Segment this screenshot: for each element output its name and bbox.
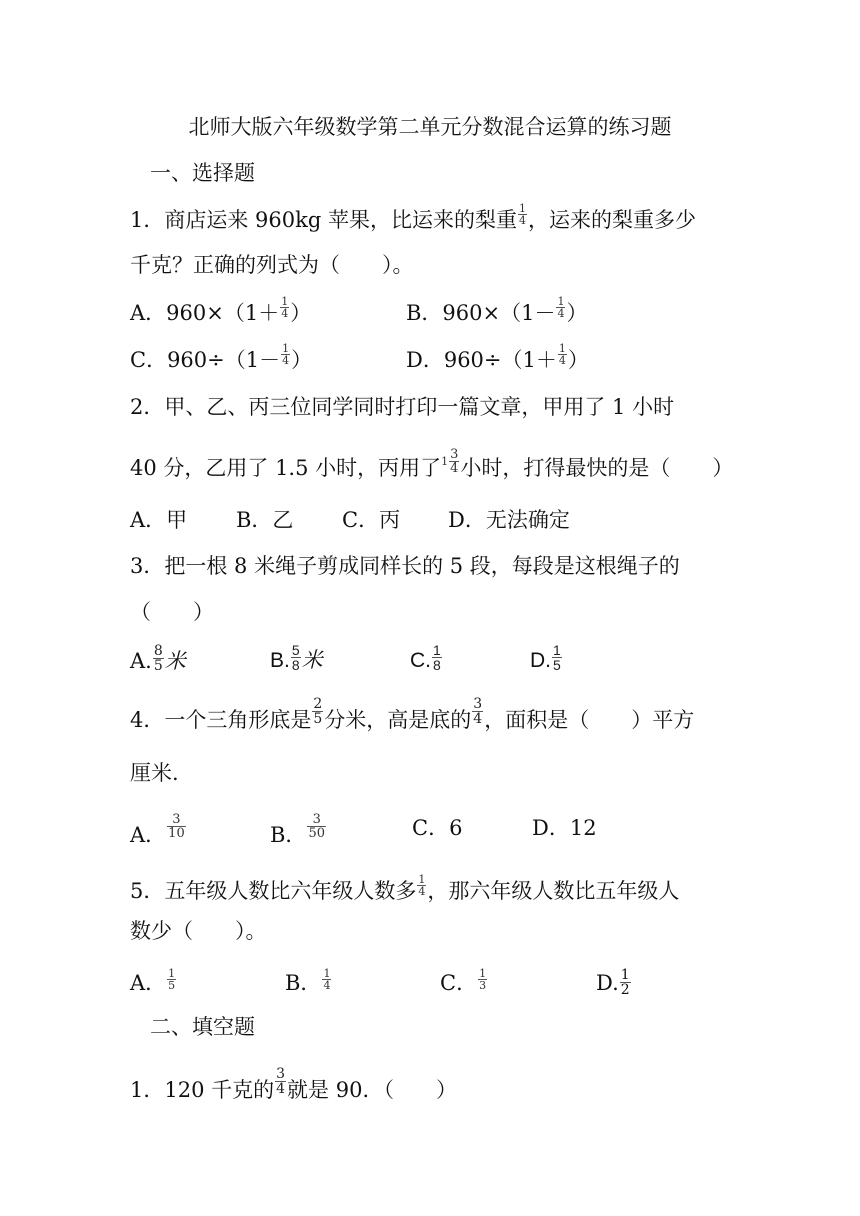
section-heading-choice: 一、选择题 bbox=[150, 161, 255, 185]
q2-mixed-number: 1 3 4 bbox=[441, 447, 459, 476]
q4-line2: 厘米. bbox=[130, 761, 179, 785]
q3-line2: （ ） bbox=[130, 600, 214, 624]
fill1-fraction: $\frac{3}{4}$ bbox=[276, 1066, 286, 1097]
q3-option-d: D. $\frac{1}{5}$ bbox=[530, 641, 561, 673]
q3-option-b: B. $\frac{5}{8}$ 米 bbox=[270, 641, 323, 673]
q5-line2: 数少（ ）。 bbox=[130, 919, 267, 943]
q1-option-d: D．960÷（1＋ $\frac{1}{4}$ ） bbox=[406, 342, 589, 372]
q4-option-d: D．12 bbox=[532, 816, 597, 840]
q5-option-c: C． $\frac{1}{3}$ bbox=[440, 967, 487, 995]
section-heading-fill: 二、填空题 bbox=[150, 1015, 255, 1039]
q1-option-b: B．960×（1－ $\frac{1}{4}$ ） bbox=[406, 295, 588, 325]
q4-option-b: B． $\frac{3}{50}$ bbox=[270, 812, 325, 847]
q4-option-c: C．6 bbox=[412, 816, 463, 840]
q4-option-a: A． $\frac{3}{10}$ bbox=[130, 812, 185, 847]
q2-option-d: D．无法确定 bbox=[448, 508, 570, 532]
q2-line2: 40 分，乙用了 1.5 小时，丙用了 1 3 4 小时，打得最快的是（ ） bbox=[130, 447, 734, 480]
q1-line1 bbox=[130, 202, 696, 235]
q5-option-d: D. $\frac{1}{2}$ bbox=[596, 967, 630, 998]
q2-line1: 2．甲、乙、丙三位同学同时打印一篇文章，甲用了 1 小时 bbox=[130, 395, 675, 419]
fill1-line: 1．120 千克的 $\frac{3}{4}$ 就是 90．（ ） bbox=[130, 1066, 457, 1102]
q4-fraction-height: $\frac{3}{4}$ bbox=[473, 696, 483, 727]
q1-fraction: $\frac{1}{4}$ bbox=[518, 202, 526, 227]
q5-option-b: B． $\frac{1}{4}$ bbox=[285, 967, 331, 995]
q5-option-a: A． $\frac{1}{5}$ bbox=[130, 967, 176, 995]
q4-fraction-base: $\frac{2}{5}$ bbox=[313, 696, 323, 727]
q1-option-c: C．960÷（1－ $\frac{1}{4}$ ） bbox=[130, 342, 313, 372]
q2-option-b: B．乙 bbox=[236, 508, 294, 532]
q2-option-a: A．甲 bbox=[130, 508, 188, 532]
q3-option-a: A. $\frac{8}{5}$ 米 bbox=[130, 643, 186, 674]
q1-line2: 千克？正确的列式为（ ）。 bbox=[130, 253, 414, 277]
q2-option-c: C．丙 bbox=[342, 508, 401, 532]
q1-text-b: ，运来的梨重多少 bbox=[527, 208, 696, 232]
q1-option-a: A．960×（1＋ $\frac{1}{4}$ ） bbox=[130, 295, 312, 325]
page-title: 北师大版六年级数学第二单元分数混合运算的练习题 bbox=[188, 115, 672, 139]
q3-line1: 3．把一根 8 米绳子剪成同样长的 5 段，每段是这根绳子的 bbox=[130, 554, 680, 578]
q5-line1: 5．五年级人数比六年级人数多 $\frac{1}{4}$ ，那六年级人数比五年级人 bbox=[130, 873, 680, 903]
q1-text-a: 1．商店运来 960kg 苹果，比运来的梨重 bbox=[130, 208, 517, 232]
q4-line1: 4．一个三角形底是 $\frac{2}{5}$ 分米，高是底的 $\frac{3}{4}$ ，面积是（ ）平方 bbox=[130, 696, 695, 732]
q3-option-c: C. $\frac{1}{8}$ bbox=[410, 641, 441, 673]
